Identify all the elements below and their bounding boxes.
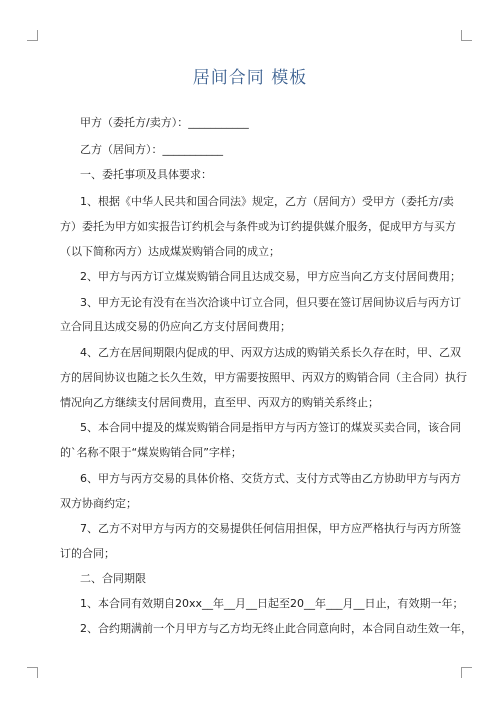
document-line: 乙方（居间方）：___________ [80, 143, 223, 156]
document-title: 居间合同 模板 [192, 68, 308, 88]
document-line: 1、根据《中华人民共和国合同法》规定，乙方（居间方）受甲方（委托方/卖 [80, 195, 454, 208]
crop-mark-bottom-right [461, 667, 472, 678]
document-line: 双方协商约定； [60, 497, 137, 510]
document-line: 4、乙方在居间期限内促成的甲、丙双方达成的购销关系长久存在时，甲、乙双 [80, 346, 461, 359]
document-line: 3、甲方无论有没有在当次洽谈中订立合同，但只要在签订居间协议后与丙方订 [80, 296, 461, 309]
document-line: 的`名称不限于“煤炭购销合同”字样； [60, 446, 242, 459]
document-line: 方）委托为甲方如实报告订约机会与条件或为订约提供媒介服务，促成甲方与买方 [60, 220, 456, 233]
document-line: 甲方（委托方/卖方）：___________ [80, 116, 249, 129]
document-line: 2、甲方与丙方订立煤炭购销合同且达成交易，甲方应当向乙方支付居间费用； [80, 270, 461, 283]
document-line: （以下简称丙方）达成煤炭购销合同的成立； [60, 245, 280, 258]
document-line: 一、委托事项及具体要求： [80, 168, 212, 181]
crop-mark-top-right [461, 30, 472, 41]
document-line: 1、本合同有效期自20xx__年__月__日起至20__年___月__日止，有效期一年； [80, 597, 464, 610]
document-line: 6、甲方与丙方交易的具体价格、交货方式、支付方式等由乙方协助甲方与丙方 [80, 472, 461, 485]
document-line: 5、本合同中提及的煤炭购销合同是指甲方与丙方签订的煤炭买卖合同，该合同 [80, 421, 461, 434]
crop-mark-top-left [27, 30, 38, 41]
document-line: 立合同且达成交易的仍应向乙方支付居间费用； [60, 320, 291, 333]
document-line: 情况向乙方继续支付居间费用，直至甲、丙双方的购销关系终止； [60, 396, 379, 409]
document-line: 方的居间协议也随之长久生效，甲方需要按照甲、丙双方的购销合同（主合同）执行 [60, 371, 467, 384]
document-line: 7、乙方不对甲方与丙方的交易提供任何信用担保，甲方应严格执行与丙方所签 [80, 522, 461, 535]
document-line: 订的合同； [60, 547, 115, 560]
document-line: 2、合约期满前一个月甲方与乙方均无终止此合同意向时，本合同自动生效一年， [80, 622, 472, 635]
crop-mark-bottom-left [27, 667, 38, 678]
document-line: 二、合同期限 [80, 572, 146, 585]
